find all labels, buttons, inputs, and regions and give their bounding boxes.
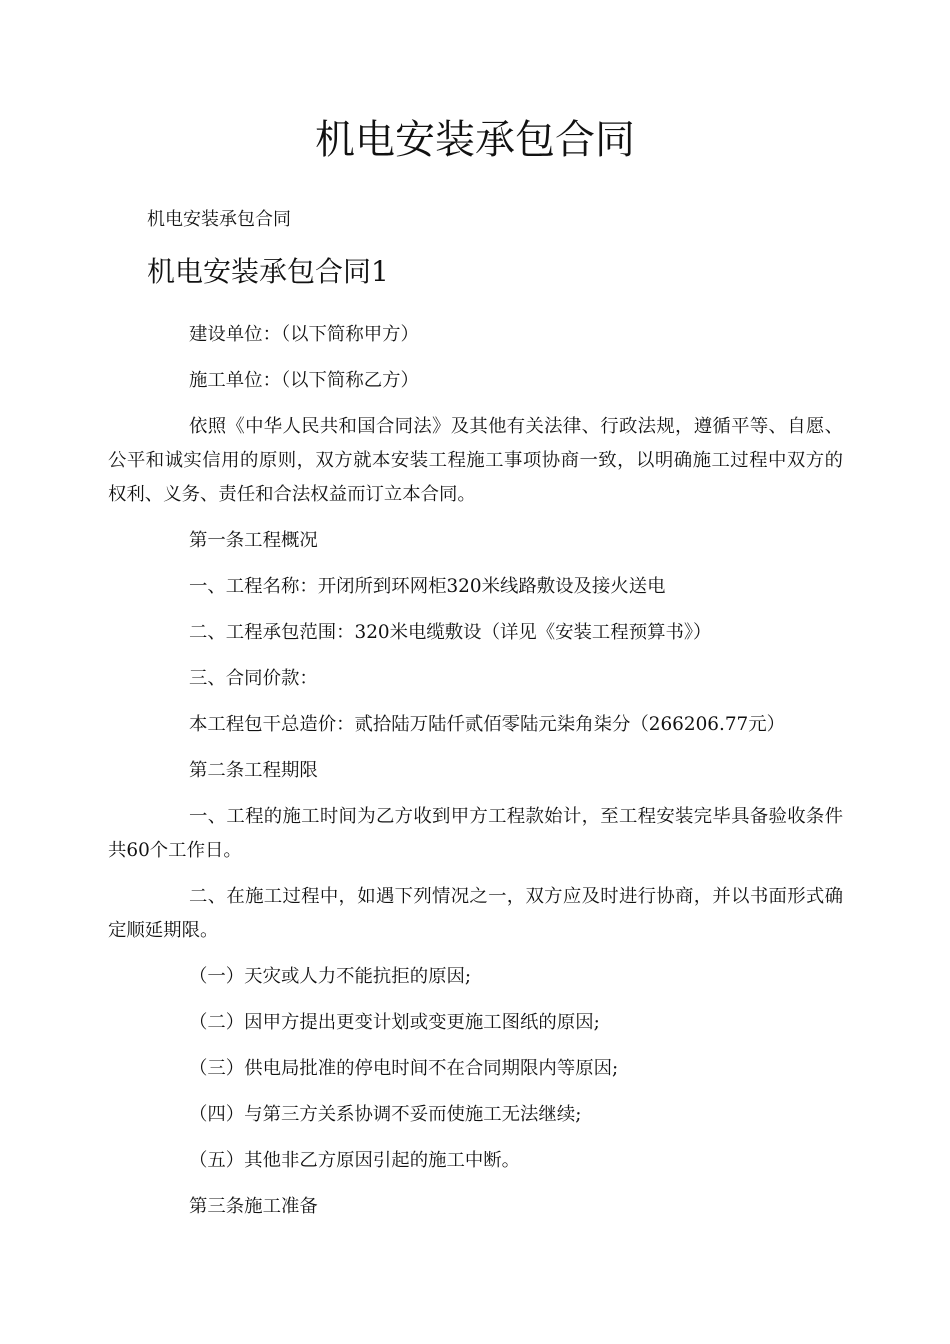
document-subtitle-small: 机电安装承包合同 — [147, 209, 291, 230]
list-item-3: （三）供电局批准的停电时间不在合同期限内等原因; — [189, 1058, 619, 1079]
paragraph-contract-price-label: 三、合同价款： — [189, 668, 318, 689]
paragraph-duration: 一、工程的施工时间为乙方收到甲方工程款始计，至工程安装完毕具备验收条件共60个工作日。 — [108, 806, 843, 861]
paragraph-contractor: 施工单位：（以下简称乙方） — [189, 370, 419, 391]
paragraph-total-price: 本工程包干总造价：贰拾陆万陆仟贰佰零陆元柒角柒分（266206.77元） — [189, 714, 785, 735]
list-item-2: （二）因甲方提出更变计划或变更施工图纸的原因; — [189, 1012, 600, 1033]
article-3-heading: 第三条施工准备 — [189, 1196, 318, 1217]
article-2-heading: 第二条工程期限 — [189, 760, 318, 781]
document-title: 机电安装承包合同 — [315, 117, 635, 163]
list-item-5: （五）其他非乙方原因引起的施工中断。 — [189, 1150, 521, 1171]
list-item-1: （一）天灾或人力不能抗拒的原因; — [189, 966, 472, 987]
document-body — [108, 318, 843, 1236]
paragraph-project-name: 一、工程名称：开闭所到环网柜320米线路敷设及接火送电 — [189, 576, 666, 597]
paragraph-project-scope: 二、工程承包范围：320米电缆敷设（详见《安装工程预算书》） — [189, 622, 712, 643]
paragraph-preamble: 依照《中华人民共和国合同法》及其他有关法律、行政法规，遵循平等、自愿、公平和诚实信用的原则，双方就本安装工程施工事项协商一致，以明确施工过程中双方的权利、义务、责任和合法权益而订立本合同。 — [108, 416, 843, 505]
article-1-heading: 第一条工程概况 — [189, 530, 318, 551]
list-item-4: （四）与第三方关系协调不妥而使施工无法继续; — [189, 1104, 582, 1125]
paragraph-extension: 二、在施工过程中，如遇下列情况之一，双方应及时进行协商，并以书面形式确定顺延期限。 — [108, 886, 843, 941]
paragraph-builder: 建设单位：（以下简称甲方） — [189, 324, 419, 345]
document-subtitle-large: 机电安装承包合同1 — [147, 255, 389, 288]
